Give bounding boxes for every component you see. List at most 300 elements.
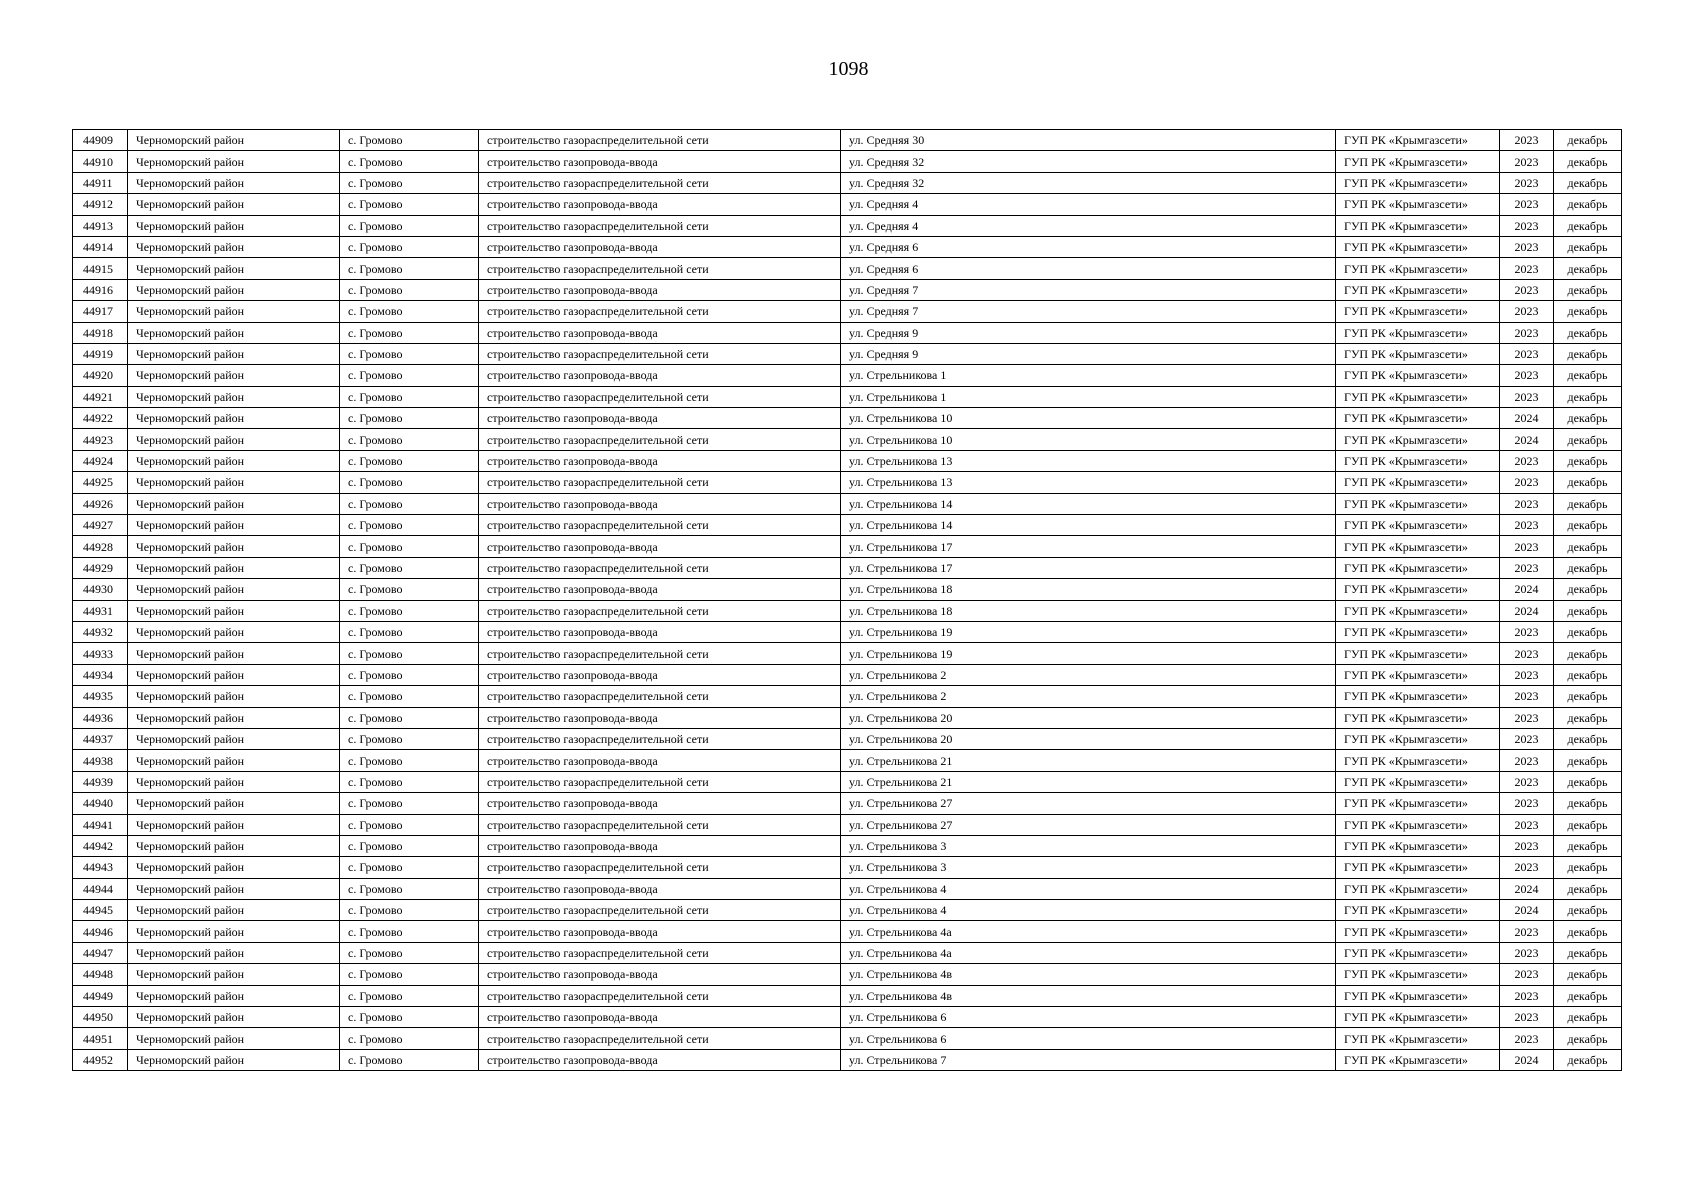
- cell-settlement: с. Громово: [340, 408, 479, 429]
- table-row: [73, 643, 1622, 664]
- cell-district: Черноморский район: [128, 857, 340, 878]
- cell-month: декабрь: [1554, 365, 1622, 386]
- cell-month: декабрь: [1554, 472, 1622, 493]
- cell-month: декабрь: [1554, 878, 1622, 899]
- cell-record-number: 44914: [73, 236, 128, 257]
- cell-year: 2024: [1500, 408, 1554, 429]
- cell-district: Черноморский район: [128, 172, 340, 193]
- cell-address: ул. Стрельникова 27: [841, 793, 1336, 814]
- cell-work-type: строительство газопровода-ввода: [479, 450, 841, 471]
- cell-address: ул. Стрельникова 4: [841, 900, 1336, 921]
- cell-district: Черноморский район: [128, 707, 340, 728]
- cell-year: 2023: [1500, 365, 1554, 386]
- cell-district: Черноморский район: [128, 343, 340, 364]
- cell-record-number: 44925: [73, 472, 128, 493]
- cell-settlement: с. Громово: [340, 900, 479, 921]
- cell-settlement: с. Громово: [340, 301, 479, 322]
- cell-month: декабрь: [1554, 1007, 1622, 1028]
- cell-month: декабрь: [1554, 301, 1622, 322]
- cell-month: декабрь: [1554, 942, 1622, 963]
- cell-settlement: с. Громово: [340, 1049, 479, 1070]
- cell-work-type: строительство газораспределительной сети: [479, 771, 841, 792]
- cell-district: Черноморский район: [128, 664, 340, 685]
- table-row: [73, 450, 1622, 471]
- cell-work-type: строительство газораспределительной сети: [479, 515, 841, 536]
- cell-settlement: с. Громово: [340, 814, 479, 835]
- cell-record-number: 44923: [73, 429, 128, 450]
- cell-district: Черноморский район: [128, 900, 340, 921]
- cell-work-type: строительство газопровода-ввода: [479, 536, 841, 557]
- registry-table: [72, 129, 1622, 1071]
- table-row: [73, 515, 1622, 536]
- cell-district: Черноморский район: [128, 964, 340, 985]
- cell-settlement: с. Громово: [340, 921, 479, 942]
- cell-record-number: 44945: [73, 900, 128, 921]
- cell-settlement: с. Громово: [340, 172, 479, 193]
- table-row: [73, 343, 1622, 364]
- table-row: [73, 258, 1622, 279]
- cell-year: 2023: [1500, 236, 1554, 257]
- cell-year: 2023: [1500, 664, 1554, 685]
- cell-organization: ГУП РК «Крымгазсети»: [1336, 151, 1500, 172]
- cell-year: 2023: [1500, 985, 1554, 1006]
- cell-year: 2023: [1500, 814, 1554, 835]
- cell-year: 2024: [1500, 429, 1554, 450]
- cell-organization: ГУП РК «Крымгазсети»: [1336, 942, 1500, 963]
- cell-district: Черноморский район: [128, 236, 340, 257]
- cell-organization: ГУП РК «Крымгазсети»: [1336, 621, 1500, 642]
- cell-work-type: строительство газопровода-ввода: [479, 408, 841, 429]
- cell-organization: ГУП РК «Крымгазсети»: [1336, 386, 1500, 407]
- cell-year: 2023: [1500, 835, 1554, 856]
- cell-month: декабрь: [1554, 215, 1622, 236]
- cell-work-type: строительство газораспределительной сети: [479, 343, 841, 364]
- table-row: [73, 322, 1622, 343]
- table-row: [73, 215, 1622, 236]
- cell-settlement: с. Громово: [340, 964, 479, 985]
- cell-work-type: строительство газораспределительной сети: [479, 386, 841, 407]
- cell-organization: ГУП РК «Крымгазсети»: [1336, 172, 1500, 193]
- cell-address: ул. Стрельникова 4в: [841, 964, 1336, 985]
- cell-district: Черноморский район: [128, 386, 340, 407]
- table-row: [73, 172, 1622, 193]
- cell-year: 2023: [1500, 1007, 1554, 1028]
- cell-record-number: 44927: [73, 515, 128, 536]
- cell-work-type: строительство газораспределительной сети: [479, 814, 841, 835]
- cell-month: декабрь: [1554, 600, 1622, 621]
- cell-year: 2023: [1500, 643, 1554, 664]
- cell-month: декабрь: [1554, 579, 1622, 600]
- cell-district: Черноморский район: [128, 1028, 340, 1049]
- cell-record-number: 44939: [73, 771, 128, 792]
- cell-settlement: с. Громово: [340, 750, 479, 771]
- table-row: [73, 793, 1622, 814]
- cell-address: ул. Стрельникова 21: [841, 750, 1336, 771]
- cell-month: декабрь: [1554, 343, 1622, 364]
- cell-settlement: с. Громово: [340, 835, 479, 856]
- cell-address: ул. Стрельникова 13: [841, 472, 1336, 493]
- cell-district: Черноморский район: [128, 750, 340, 771]
- cell-work-type: строительство газопровода-ввода: [479, 236, 841, 257]
- cell-record-number: 44941: [73, 814, 128, 835]
- cell-settlement: с. Громово: [340, 493, 479, 514]
- cell-record-number: 44936: [73, 707, 128, 728]
- cell-year: 2023: [1500, 515, 1554, 536]
- cell-month: декабрь: [1554, 236, 1622, 257]
- cell-work-type: строительство газораспределительной сети: [479, 1028, 841, 1049]
- cell-settlement: с. Громово: [340, 365, 479, 386]
- cell-year: 2023: [1500, 343, 1554, 364]
- cell-organization: ГУП РК «Крымгазсети»: [1336, 536, 1500, 557]
- cell-district: Черноморский район: [128, 621, 340, 642]
- cell-record-number: 44926: [73, 493, 128, 514]
- cell-address: ул. Стрельникова 6: [841, 1007, 1336, 1028]
- cell-settlement: с. Громово: [340, 664, 479, 685]
- cell-settlement: с. Громово: [340, 857, 479, 878]
- table-row: [73, 1049, 1622, 1070]
- table-row: [73, 857, 1622, 878]
- cell-organization: ГУП РК «Крымгазсети»: [1336, 664, 1500, 685]
- cell-year: 2023: [1500, 322, 1554, 343]
- cell-month: декабрь: [1554, 536, 1622, 557]
- table-row: [73, 557, 1622, 578]
- cell-year: 2023: [1500, 258, 1554, 279]
- cell-organization: ГУП РК «Крымгазсети»: [1336, 707, 1500, 728]
- cell-settlement: с. Громово: [340, 215, 479, 236]
- cell-year: 2023: [1500, 279, 1554, 300]
- cell-settlement: с. Громово: [340, 429, 479, 450]
- cell-organization: ГУП РК «Крымгазсети»: [1336, 194, 1500, 215]
- cell-address: ул. Стрельникова 13: [841, 450, 1336, 471]
- cell-district: Черноморский район: [128, 686, 340, 707]
- table-row: [73, 279, 1622, 300]
- cell-district: Черноморский район: [128, 365, 340, 386]
- cell-work-type: строительство газопровода-ввода: [479, 279, 841, 300]
- cell-district: Черноморский район: [128, 878, 340, 899]
- cell-organization: ГУП РК «Крымгазсети»: [1336, 1007, 1500, 1028]
- cell-month: декабрь: [1554, 985, 1622, 1006]
- cell-year: 2023: [1500, 771, 1554, 792]
- table-row: [73, 621, 1622, 642]
- cell-year: 2023: [1500, 301, 1554, 322]
- cell-year: 2023: [1500, 793, 1554, 814]
- cell-record-number: 44915: [73, 258, 128, 279]
- cell-address: ул. Стрельникова 4: [841, 878, 1336, 899]
- cell-record-number: 44934: [73, 664, 128, 685]
- cell-district: Черноморский район: [128, 472, 340, 493]
- cell-work-type: строительство газопровода-ввода: [479, 194, 841, 215]
- cell-settlement: с. Громово: [340, 878, 479, 899]
- cell-record-number: 44929: [73, 557, 128, 578]
- cell-record-number: 44946: [73, 921, 128, 942]
- cell-district: Черноморский район: [128, 835, 340, 856]
- cell-record-number: 44924: [73, 450, 128, 471]
- cell-record-number: 44944: [73, 878, 128, 899]
- cell-work-type: строительство газопровода-ввода: [479, 1049, 841, 1070]
- cell-organization: ГУП РК «Крымгазсети»: [1336, 600, 1500, 621]
- cell-work-type: строительство газопровода-ввода: [479, 322, 841, 343]
- cell-address: ул. Стрельникова 4в: [841, 985, 1336, 1006]
- cell-work-type: строительство газораспределительной сети: [479, 643, 841, 664]
- cell-address: ул. Стрельникова 19: [841, 643, 1336, 664]
- cell-record-number: 44911: [73, 172, 128, 193]
- cell-year: 2023: [1500, 728, 1554, 749]
- cell-month: декабрь: [1554, 515, 1622, 536]
- cell-year: 2023: [1500, 386, 1554, 407]
- cell-settlement: с. Громово: [340, 472, 479, 493]
- cell-organization: ГУП РК «Крымгазсети»: [1336, 365, 1500, 386]
- cell-address: ул. Стрельникова 7: [841, 1049, 1336, 1070]
- cell-month: декабрь: [1554, 151, 1622, 172]
- cell-record-number: 44918: [73, 322, 128, 343]
- cell-organization: ГУП РК «Крымгазсети»: [1336, 857, 1500, 878]
- table-row: [73, 472, 1622, 493]
- table-row: [73, 942, 1622, 963]
- cell-district: Черноморский район: [128, 536, 340, 557]
- cell-organization: ГУП РК «Крымгазсети»: [1336, 279, 1500, 300]
- cell-organization: ГУП РК «Крымгазсети»: [1336, 493, 1500, 514]
- cell-year: 2023: [1500, 151, 1554, 172]
- cell-address: ул. Стрельникова 3: [841, 835, 1336, 856]
- cell-district: Черноморский район: [128, 450, 340, 471]
- cell-address: ул. Средняя 6: [841, 236, 1336, 257]
- cell-organization: ГУП РК «Крымгазсети»: [1336, 130, 1500, 151]
- cell-record-number: 44931: [73, 600, 128, 621]
- cell-year: 2023: [1500, 964, 1554, 985]
- table-row: [73, 878, 1622, 899]
- cell-organization: ГУП РК «Крымгазсети»: [1336, 429, 1500, 450]
- cell-settlement: с. Громово: [340, 985, 479, 1006]
- table-row: [73, 900, 1622, 921]
- table-row: [73, 301, 1622, 322]
- table-row: [73, 130, 1622, 151]
- cell-address: ул. Средняя 9: [841, 322, 1336, 343]
- cell-organization: ГУП РК «Крымгазсети»: [1336, 258, 1500, 279]
- cell-work-type: строительство газораспределительной сети: [479, 942, 841, 963]
- cell-month: декабрь: [1554, 621, 1622, 642]
- table-row: [73, 429, 1622, 450]
- table-row: [73, 236, 1622, 257]
- table-row: [73, 728, 1622, 749]
- cell-settlement: с. Громово: [340, 1028, 479, 1049]
- cell-organization: ГУП РК «Крымгазсети»: [1336, 771, 1500, 792]
- cell-work-type: строительство газораспределительной сети: [479, 215, 841, 236]
- cell-address: ул. Средняя 4: [841, 215, 1336, 236]
- cell-organization: ГУП РК «Крымгазсети»: [1336, 1049, 1500, 1070]
- cell-month: декабрь: [1554, 493, 1622, 514]
- cell-address: ул. Стрельникова 4а: [841, 942, 1336, 963]
- cell-work-type: строительство газораспределительной сети: [479, 985, 841, 1006]
- cell-month: декабрь: [1554, 664, 1622, 685]
- cell-settlement: с. Громово: [340, 686, 479, 707]
- cell-year: 2024: [1500, 878, 1554, 899]
- cell-month: декабрь: [1554, 1049, 1622, 1070]
- cell-district: Черноморский район: [128, 921, 340, 942]
- cell-district: Черноморский район: [128, 301, 340, 322]
- cell-address: ул. Стрельникова 14: [841, 493, 1336, 514]
- cell-address: ул. Средняя 7: [841, 301, 1336, 322]
- cell-work-type: строительство газопровода-ввода: [479, 707, 841, 728]
- cell-record-number: 44920: [73, 365, 128, 386]
- cell-year: 2023: [1500, 750, 1554, 771]
- cell-organization: ГУП РК «Крымгазсети»: [1336, 686, 1500, 707]
- cell-organization: ГУП РК «Крымгазсети»: [1336, 557, 1500, 578]
- table-row: [73, 664, 1622, 685]
- table-row: [73, 194, 1622, 215]
- cell-district: Черноморский район: [128, 322, 340, 343]
- table-row: [73, 835, 1622, 856]
- cell-district: Черноморский район: [128, 771, 340, 792]
- cell-record-number: 44942: [73, 835, 128, 856]
- cell-month: декабрь: [1554, 707, 1622, 728]
- cell-organization: ГУП РК «Крымгазсети»: [1336, 215, 1500, 236]
- cell-work-type: строительство газопровода-ввода: [479, 964, 841, 985]
- cell-record-number: 44940: [73, 793, 128, 814]
- cell-record-number: 44909: [73, 130, 128, 151]
- cell-address: ул. Стрельникова 18: [841, 600, 1336, 621]
- cell-district: Черноморский район: [128, 557, 340, 578]
- cell-settlement: с. Громово: [340, 450, 479, 471]
- cell-year: 2023: [1500, 172, 1554, 193]
- table-row: [73, 771, 1622, 792]
- cell-work-type: строительство газораспределительной сети: [479, 900, 841, 921]
- cell-district: Черноморский район: [128, 194, 340, 215]
- cell-month: декабрь: [1554, 408, 1622, 429]
- cell-settlement: с. Громово: [340, 236, 479, 257]
- cell-organization: ГУП РК «Крымгазсети»: [1336, 322, 1500, 343]
- table-row: [73, 536, 1622, 557]
- cell-month: декабрь: [1554, 921, 1622, 942]
- cell-address: ул. Стрельникова 3: [841, 857, 1336, 878]
- cell-settlement: с. Громово: [340, 643, 479, 664]
- cell-month: декабрь: [1554, 728, 1622, 749]
- cell-address: ул. Стрельникова 2: [841, 686, 1336, 707]
- cell-work-type: строительство газопровода-ввода: [479, 1007, 841, 1028]
- cell-district: Черноморский район: [128, 1049, 340, 1070]
- cell-work-type: строительство газопровода-ввода: [479, 835, 841, 856]
- table-row: [73, 814, 1622, 835]
- cell-settlement: с. Громово: [340, 600, 479, 621]
- cell-month: декабрь: [1554, 771, 1622, 792]
- cell-work-type: строительство газораспределительной сети: [479, 429, 841, 450]
- cell-district: Черноморский район: [128, 130, 340, 151]
- cell-year: 2024: [1500, 1049, 1554, 1070]
- cell-district: Черноморский район: [128, 793, 340, 814]
- cell-year: 2023: [1500, 942, 1554, 963]
- cell-year: 2023: [1500, 194, 1554, 215]
- cell-address: ул. Стрельникова 21: [841, 771, 1336, 792]
- cell-year: 2023: [1500, 707, 1554, 728]
- cell-settlement: с. Громово: [340, 343, 479, 364]
- cell-month: декабрь: [1554, 450, 1622, 471]
- cell-organization: ГУП РК «Крымгазсети»: [1336, 408, 1500, 429]
- table-row: [73, 600, 1622, 621]
- cell-record-number: 44937: [73, 728, 128, 749]
- table-row: [73, 686, 1622, 707]
- cell-month: декабрь: [1554, 643, 1622, 664]
- cell-month: декабрь: [1554, 279, 1622, 300]
- cell-month: декабрь: [1554, 429, 1622, 450]
- cell-record-number: 44947: [73, 942, 128, 963]
- cell-year: 2024: [1500, 900, 1554, 921]
- cell-district: Черноморский район: [128, 515, 340, 536]
- cell-settlement: с. Громово: [340, 386, 479, 407]
- cell-month: декабрь: [1554, 130, 1622, 151]
- cell-organization: ГУП РК «Крымгазсети»: [1336, 643, 1500, 664]
- cell-month: декабрь: [1554, 857, 1622, 878]
- cell-district: Черноморский район: [128, 579, 340, 600]
- cell-settlement: с. Громово: [340, 793, 479, 814]
- page-number: 1098: [828, 58, 869, 80]
- cell-address: ул. Средняя 4: [841, 194, 1336, 215]
- cell-work-type: строительство газораспределительной сети: [479, 301, 841, 322]
- cell-settlement: с. Громово: [340, 515, 479, 536]
- cell-settlement: с. Громово: [340, 579, 479, 600]
- cell-address: ул. Средняя 7: [841, 279, 1336, 300]
- cell-year: 2023: [1500, 686, 1554, 707]
- cell-district: Черноморский район: [128, 408, 340, 429]
- cell-settlement: с. Громово: [340, 151, 479, 172]
- cell-record-number: 44935: [73, 686, 128, 707]
- cell-work-type: строительство газораспределительной сети: [479, 172, 841, 193]
- cell-organization: ГУП РК «Крымгазсети»: [1336, 728, 1500, 749]
- cell-district: Черноморский район: [128, 279, 340, 300]
- cell-month: декабрь: [1554, 750, 1622, 771]
- cell-address: ул. Средняя 32: [841, 151, 1336, 172]
- cell-month: декабрь: [1554, 835, 1622, 856]
- cell-work-type: строительство газопровода-ввода: [479, 151, 841, 172]
- cell-record-number: 44930: [73, 579, 128, 600]
- cell-organization: ГУП РК «Крымгазсети»: [1336, 835, 1500, 856]
- cell-district: Черноморский район: [128, 814, 340, 835]
- cell-record-number: 44938: [73, 750, 128, 771]
- cell-address: ул. Стрельникова 19: [841, 621, 1336, 642]
- cell-address: ул. Стрельникова 10: [841, 408, 1336, 429]
- cell-organization: ГУП РК «Крымгазсети»: [1336, 236, 1500, 257]
- cell-year: 2023: [1500, 536, 1554, 557]
- cell-address: ул. Средняя 30: [841, 130, 1336, 151]
- cell-settlement: с. Громово: [340, 771, 479, 792]
- cell-year: 2023: [1500, 215, 1554, 236]
- cell-organization: ГУП РК «Крымгазсети»: [1336, 878, 1500, 899]
- cell-settlement: с. Громово: [340, 728, 479, 749]
- table-row: [73, 964, 1622, 985]
- cell-record-number: 44921: [73, 386, 128, 407]
- cell-organization: ГУП РК «Крымгазсети»: [1336, 472, 1500, 493]
- cell-month: декабрь: [1554, 686, 1622, 707]
- cell-work-type: строительство газопровода-ввода: [479, 793, 841, 814]
- cell-record-number: 44913: [73, 215, 128, 236]
- cell-work-type: строительство газораспределительной сети: [479, 557, 841, 578]
- cell-address: ул. Стрельникова 6: [841, 1028, 1336, 1049]
- cell-settlement: с. Громово: [340, 621, 479, 642]
- cell-work-type: строительство газораспределительной сети: [479, 600, 841, 621]
- cell-settlement: с. Громово: [340, 557, 479, 578]
- cell-address: ул. Средняя 32: [841, 172, 1336, 193]
- cell-organization: ГУП РК «Крымгазсети»: [1336, 985, 1500, 1006]
- table-row: [73, 1007, 1622, 1028]
- cell-year: 2023: [1500, 450, 1554, 471]
- cell-year: 2023: [1500, 493, 1554, 514]
- cell-month: декабрь: [1554, 964, 1622, 985]
- table-row: [73, 985, 1622, 1006]
- table-row: [73, 921, 1622, 942]
- cell-month: декабрь: [1554, 814, 1622, 835]
- cell-work-type: строительство газопровода-ввода: [479, 921, 841, 942]
- cell-work-type: строительство газораспределительной сети: [479, 728, 841, 749]
- cell-month: декабрь: [1554, 557, 1622, 578]
- registry-body: [73, 130, 1622, 1071]
